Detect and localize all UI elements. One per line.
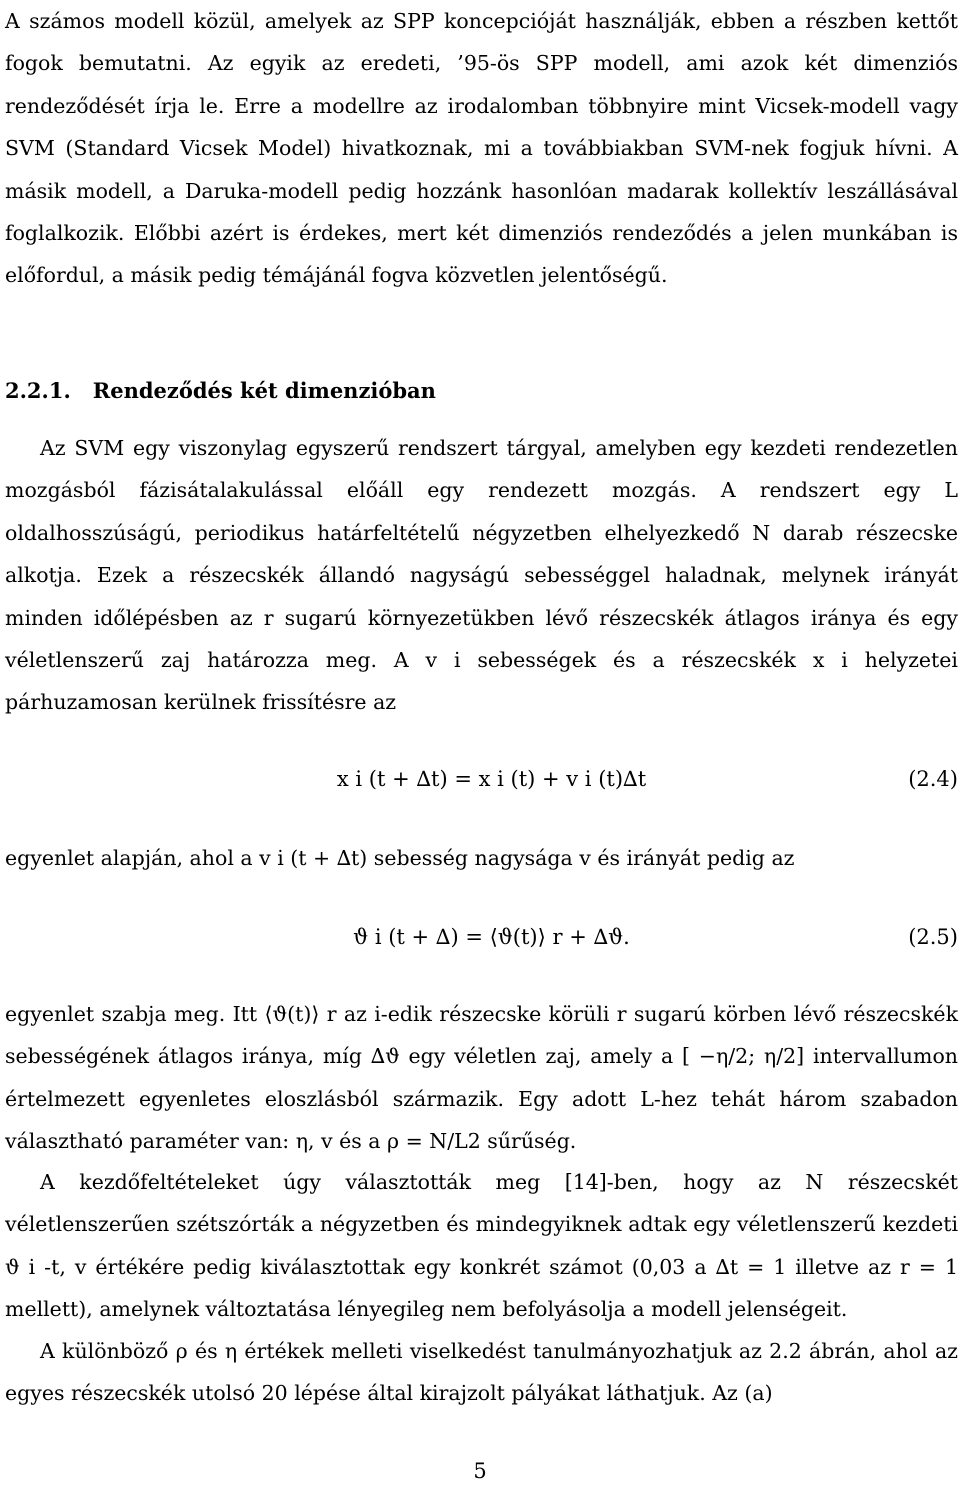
section-number: 2.2.1.	[5, 378, 71, 403]
paragraph-parameters: egyenlet szabja meg. Itt ⟨ϑ(t)⟩ r az i-edik részecske körüli r sugarú körben lévő részecskék sebességének átlagos iránya, míg ∆ϑ egy véletlen zaj, amely a [ −η/2; η/2] intervallumon értelmezett egyenletes eloszlásból származik. Egy adott L-hez tehát három szabadon választható paraméter van: η, v és a ρ = N/L2 sűrűség.	[5, 1002, 958, 1154]
section-heading	[5, 372, 436, 410]
paragraph-equation-note: egyenlet alapján, ahol a v i (t + ∆t) sebesség nagysága v és irányát pedig az	[5, 846, 795, 870]
equation-body: ϑ i (t + ∆) = ⟨ϑ(t)⟩ r + ∆ϑ.	[353, 925, 630, 949]
equation-body: x i (t + ∆t) = x i (t) + v i (t)∆t	[336, 767, 647, 791]
equation-2-4	[5, 758, 958, 800]
paragraph-initial-conditions: A kezdőfeltételeket úgy választották meg [14]-ben, hogy az N részecskét véletlenszerűen szétszórták a négyzetben és mindegyiknek adtak egy véletlenszerű kezdeti ϑ i -t, v értékére pedig kiválasztottak egy konkrét számot (0,03 a ∆t = 1 illetve az r = 1 mellett), amelynek változtatása lényegileg nem befolyásolja a modell jelenségeit.	[5, 1170, 958, 1322]
equation-number: (2.5)	[908, 925, 958, 949]
paragraph-svm-description: Az SVM egy viszonylag egyszerű rendszert tárgyal, amelyben egy kezdeti rendezetlen mozgásból fázisátalakulással előáll egy rendezett mozgás. A rendszert egy L oldalhosszúságú, periodikus határfeltételű négyzetben elhelyezkedő N darab részecske alkotja. Ezek a részecskék állandó nagyságú sebességgel haladnak, melynek irányát minden időlépésben az r sugarú környezetükben lévő részecskék átlagos iránya és egy véletlenszerű zaj határozza meg. A v i sebességek és a részecskék x i helyzetei párhuzamosan kerülnek frissítésre az	[5, 436, 958, 715]
page-number: 5	[473, 1459, 487, 1483]
paragraph-behaviour: A különböző ρ és η értékek melleti viselkedést tanulmányozhatjuk az 2.2 ábrán, ahol az egyes részecskék utolsó 20 lépése által kirajzolt pályákat láthatjuk. Az (a)	[5, 1339, 958, 1406]
paragraph-intro: A számos modell közül, amelyek az SPP koncepcióját használják, ebben a részben kettőt fogok bemutatni. Az egyik az eredeti, ’95-ös SPP modell, ami azok két dimenziós rendeződését írja le. Erre a modellre az irodalomban többnyire mint Vicsek-modell vagy SVM (Standard Vicsek Model) hivatkoznak, mi a továbbiakban SVM-nek fogjuk hívni. A másik modell, a Daruka-modell pedig hozzánk hasonlóan madarak kollektív leszállásával foglalkozik. Előbbi azért is érdekes, mert két dimenziós rendeződés a jelen munkában is előfordul, a másik pedig témájánál fogva közvetlen jelentőségű.	[5, 9, 958, 288]
equation-2-5	[5, 916, 958, 958]
section-title: Rendeződés két dimenzióban	[92, 378, 436, 403]
equation-number: (2.4)	[908, 767, 958, 791]
